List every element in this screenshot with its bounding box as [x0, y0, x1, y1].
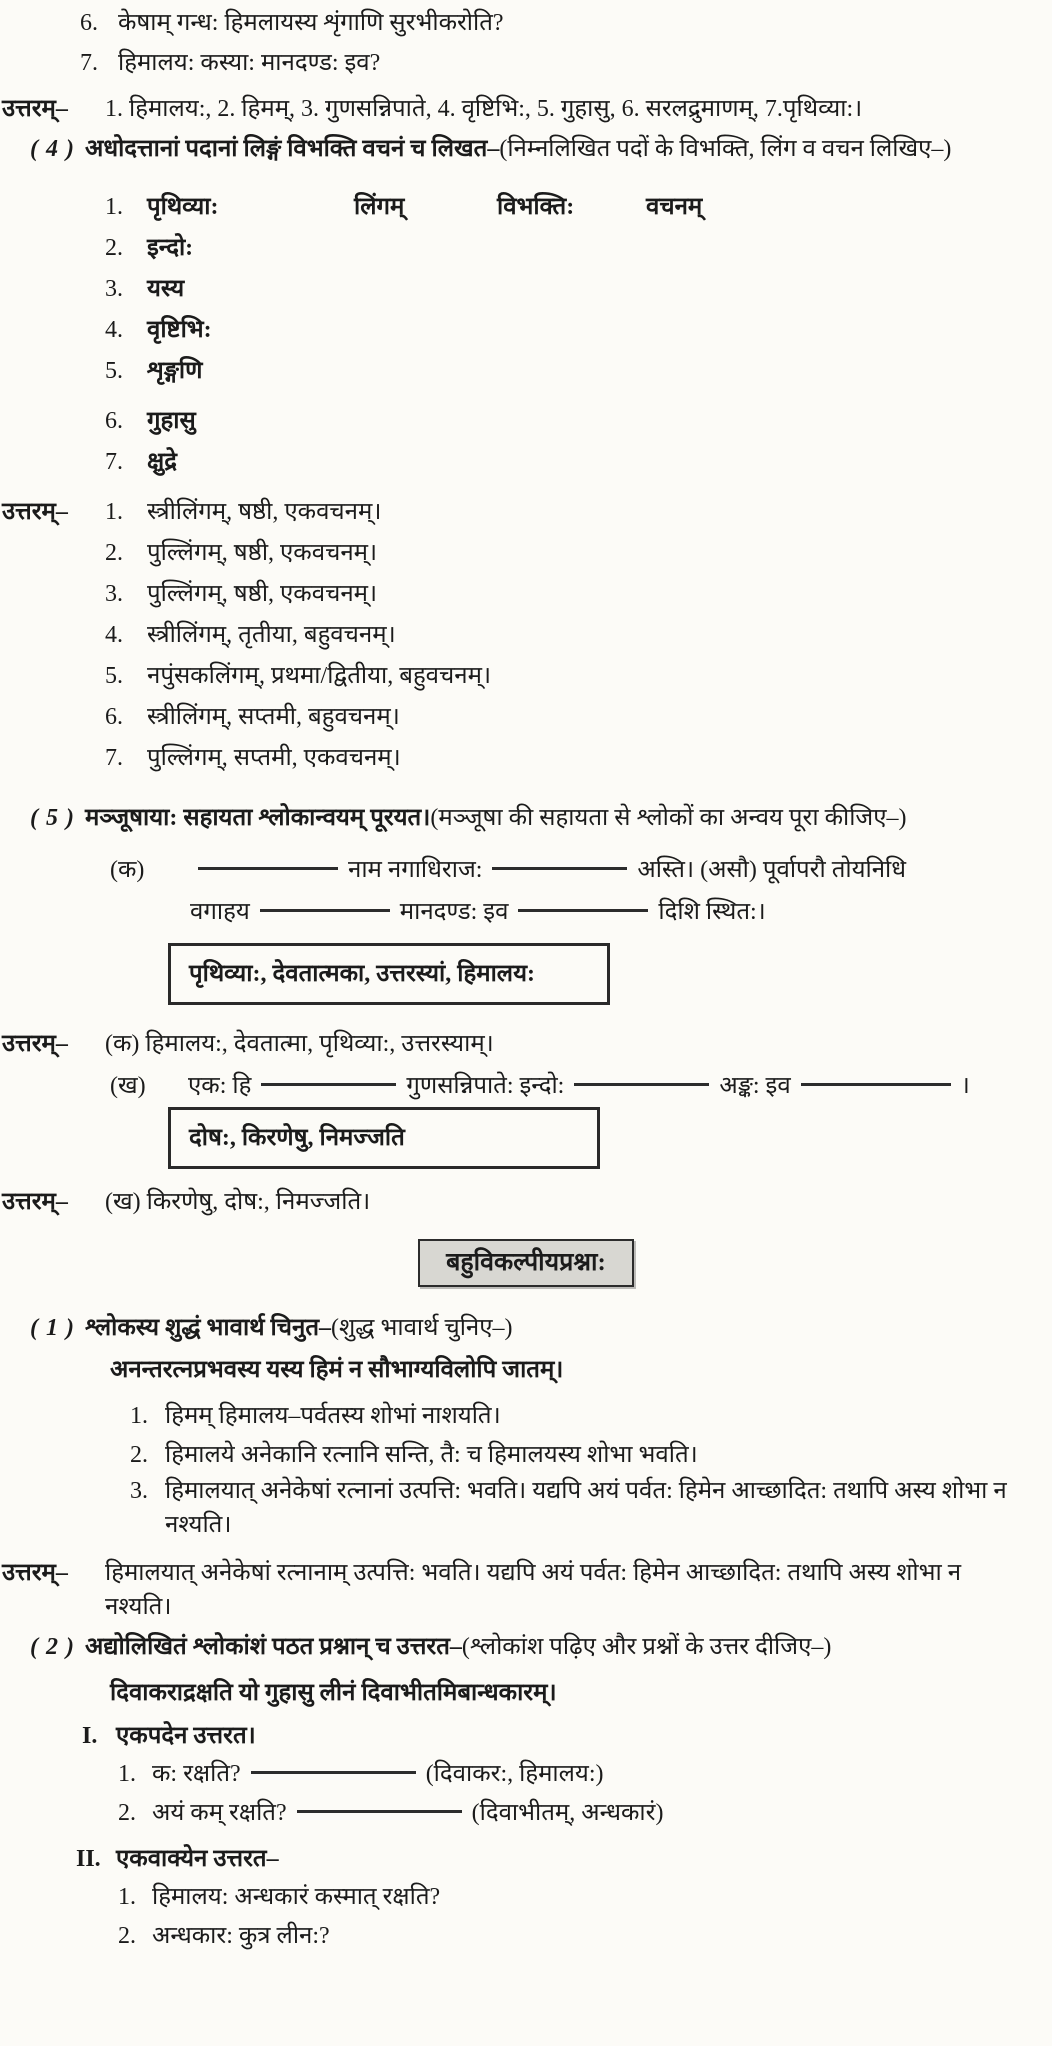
answer-text: (क) हिमालय:, देवतात्मा, पृथिव्या:, उत्तरस्याम्। — [105, 1031, 494, 1057]
question-7 — [0, 46, 1052, 80]
word-row-2 — [0, 231, 1052, 265]
answer-text: पुल्लिंगम्, सप्तमी, एकवचनम्। — [147, 745, 401, 771]
option-text: हिमालयात् अनेकेषां रत्नानां उत्पत्ति: भवति। यद्यपि अयं पर्वत: हिमेन आच्छादित: तथापि अस्य शोभा न नश्यति। — [165, 1478, 1007, 1538]
mcq-q1-heading — [0, 1311, 1052, 1345]
subquestion-text: क: रक्षति? — [152, 1761, 241, 1787]
subquestion-text: हिमालय: अन्धकारं कस्मात् रक्षति? — [152, 1884, 441, 1910]
answer-text: नपुंसकलिंगम्, प्रथमा/द्वितीया, बहुवचनम्। — [147, 663, 492, 689]
item-number: 6. — [105, 408, 123, 434]
item-number: 2. — [105, 235, 123, 261]
item-number: 1. — [105, 194, 123, 220]
fill-text: वगाहय — [190, 899, 250, 925]
q4-answer-row-4 — [0, 618, 1052, 652]
section-1-title: एकपदेन उत्तरत। — [116, 1723, 256, 1749]
option-3 — [0, 1474, 1052, 1542]
blank-line — [261, 1083, 396, 1086]
fill-line-ka-1 — [0, 853, 1052, 887]
hint-words: (दिवाकर:, हिमालय:) — [425, 1761, 604, 1787]
fill-line-ka-2 — [0, 895, 1052, 929]
answer-label: उत्तरम्– — [2, 1189, 68, 1215]
question-number: 6. — [80, 10, 98, 36]
answer-text: पुल्लिंगम्, षष्ठी, एकवचनम्। — [147, 581, 378, 607]
kha-label: (ख) — [110, 1073, 146, 1099]
question-5-sanskrit: मञ्जूषाया: सहायता श्लोकान्वयम् पूरयत। — [85, 805, 431, 831]
manjusha-box-2 — [168, 1107, 600, 1169]
answer-label: उत्तरम्– — [2, 1031, 68, 1057]
option-text: हिमालये अनेकानि रत्नानि सन्ति, तै: च हिमालयस्य शोभा भवति। — [165, 1442, 698, 1468]
answer-text: 1. हिमालय:, 2. हिमम्, 3. गुणसन्निपाते, 4. वृष्टिभि:, 5. गुहासु, 6. सरलद्रुमाणम्, 7.पृथिव्या:। — [105, 96, 863, 122]
mcq-q1-number: ( 1 ) — [30, 1315, 75, 1341]
question-number: 7. — [80, 50, 98, 76]
blank-line — [801, 1083, 951, 1086]
fill-text: अङ्क: इव — [719, 1073, 791, 1099]
item-number: 2. — [118, 1923, 136, 1949]
column-header-lingam: लिंगम् — [354, 194, 405, 220]
blank-line — [260, 909, 390, 912]
word: गुहासु — [147, 408, 196, 434]
answer-row-mcq1 — [0, 1556, 1052, 1624]
item-number: 1. — [118, 1884, 136, 1910]
blank-line — [574, 1083, 709, 1086]
word: वृष्टिभि: — [147, 317, 212, 343]
q4-answer-row-6 — [0, 700, 1052, 734]
item-number: 6. — [105, 704, 123, 730]
shloka-text: अनन्तरत्नप्रभवस्य यस्य हिमं न सौभाग्यविलोपि जातम्। — [110, 1357, 564, 1383]
answer-label: उत्तरम्– — [2, 96, 68, 122]
question-4-heading — [0, 132, 1052, 166]
item-number: 7. — [105, 449, 123, 475]
column-header-vachanam: वचनम् — [646, 194, 703, 220]
item-number: 4. — [105, 317, 123, 343]
answer-label: उत्तरम्– — [2, 499, 68, 525]
question-4-number: ( 4 ) — [30, 136, 75, 162]
word-row-4 — [0, 313, 1052, 347]
subquestion-i-1 — [0, 1757, 1052, 1791]
mcq-q1-hindi: (शुद्ध भावार्थ चुनिए–) — [331, 1315, 513, 1341]
item-number: 7. — [105, 745, 123, 771]
question-5-number: ( 5 ) — [30, 805, 75, 831]
question-6 — [0, 6, 1052, 40]
mcq-heading-text: बहुविकल्पीयप्रश्ना: — [446, 1249, 606, 1276]
mcq-q1-sanskrit: श्लोकस्य शुद्धं भावार्थ चिनुत– — [85, 1315, 331, 1341]
q4-answer-row-3 — [0, 577, 1052, 611]
item-number: 5. — [105, 358, 123, 384]
fill-text: । — [960, 1073, 970, 1099]
subquestion-i-2 — [0, 1796, 1052, 1830]
fill-text: दिशि स्थित:। — [658, 899, 766, 925]
blank-line — [297, 1810, 462, 1813]
subquestion-ii-2 — [0, 1919, 1052, 1953]
q4-answer-row-2 — [0, 536, 1052, 570]
item-number: 3. — [105, 276, 123, 302]
fill-text: एक: हि — [188, 1073, 252, 1099]
word-row-3 — [0, 272, 1052, 306]
item-number: 5. — [105, 663, 123, 689]
hint-words: (दिवाभीतम्, अन्धकारं) — [471, 1800, 664, 1826]
section-2-title: एकवाक्येन उत्तरत– — [116, 1846, 279, 1872]
blank-line — [518, 909, 648, 912]
subquestion-text: अयं कम् रक्षति? — [152, 1800, 287, 1826]
answer-label: उत्तरम्– — [2, 1560, 68, 1586]
shloka-line-1 — [0, 1353, 1052, 1387]
item-number: 1. — [118, 1761, 136, 1787]
q4-answer-row-1 — [0, 495, 1052, 529]
fill-text: गुणसन्निपाते: इन्दो: — [406, 1073, 565, 1099]
answer-text: स्त्रीलिंगम्, तृतीया, बहुवचनम्। — [147, 622, 396, 648]
fill-line-kha — [0, 1069, 1052, 1103]
manjusha-words: दोष:, किरणेषु, निमज्जति — [189, 1125, 405, 1151]
item-number: 3. — [105, 581, 123, 607]
column-header-vibhakti: विभक्ति: — [497, 194, 575, 220]
item-number: 2. — [118, 1800, 136, 1826]
blank-line — [198, 867, 338, 870]
q4-answer-row-5 — [0, 659, 1052, 693]
item-number: 4. — [105, 622, 123, 648]
word-row-1 — [0, 190, 1052, 224]
mcq-q2-heading — [0, 1630, 1052, 1664]
q4-answer-row-7 — [0, 741, 1052, 775]
item-number: 2. — [105, 540, 123, 566]
section-1-numeral: I. — [82, 1723, 98, 1749]
answer-row-kha — [0, 1185, 1052, 1219]
word: पृथिव्या: — [147, 194, 219, 220]
answer-row-top — [0, 92, 1052, 126]
fill-text: मानदण्ड: इव — [399, 899, 509, 925]
mcq-heading-box — [418, 1239, 634, 1287]
question-text: हिमालय: कस्या: मानदण्ड: इव? — [118, 50, 381, 76]
mcq-q2-hindi: (श्लोकांश पढ़िए और प्रश्नों के उत्तर दीजिए–) — [461, 1634, 832, 1660]
word-row-6 — [0, 404, 1052, 438]
scanned-worksheet-page — [0, 6, 1052, 2046]
word-row-5 — [0, 354, 1052, 388]
ka-label: (क) — [110, 857, 145, 883]
mcq-q2-sanskrit: अद्योलिखितं श्लोकांशं पठत प्रश्नान् च उत्तरत– — [85, 1634, 462, 1660]
item-number: 1. — [105, 499, 123, 525]
fill-text: अस्ति। (असौ) पूर्वापरौ तोयनिधि — [637, 857, 907, 883]
word: क्षुद्रे — [147, 449, 177, 475]
answer-text: हिमालयात् अनेकेषां रत्नानाम् उत्पत्ति: भवति। यद्यपि अयं पर्वत: हिमेन आच्छादित: तथापि अस्य शोभा न नश्यति। — [105, 1560, 962, 1620]
answer-text: स्त्रीलिंगम्, षष्ठी, एकवचनम्। — [147, 499, 382, 525]
answer-text: पुल्लिंगम्, षष्ठी, एकवचनम्। — [147, 540, 378, 566]
answer-text: (ख) किरणेषु, दोष:, निमज्जति। — [105, 1189, 371, 1215]
option-text: हिमम् हिमालय–पर्वतस्य शोभां नाशयति। — [165, 1403, 501, 1429]
answer-row-ka — [0, 1027, 1052, 1061]
word: यस्य — [147, 276, 185, 302]
blank-line — [251, 1771, 416, 1774]
word: शृङ्गणि — [147, 358, 203, 384]
question-5-hindi: (मञ्जूषा की सहायता से श्लोकों का अन्वय पूरा कीजिए–) — [430, 805, 907, 831]
section-2-numeral: II. — [76, 1846, 101, 1872]
word-list — [0, 190, 1052, 479]
subquestion-text: अन्धकार: कुत्र लीन:? — [152, 1923, 330, 1949]
question-text: केषाम् गन्ध: हिमलायस्य शृंगाणि सुरभीकरोति? — [118, 10, 504, 36]
manjusha-box-1 — [168, 943, 610, 1005]
shloka-text: दिवाकराद्रक्षति यो गुहासु लीनं दिवाभीतमिबान्धकारम्। — [110, 1680, 557, 1706]
question-4-hindi: (निम्नलिखित पदों के विभक्ति, लिंग व वचन लिखिए–) — [499, 136, 952, 162]
question-4-sanskrit: अधोदत्तानां पदानां लिङ्गं विभक्ति वचनं च लिखत– — [85, 136, 500, 162]
q4-answers-list — [0, 495, 1052, 775]
question-5-heading — [0, 801, 1052, 835]
option-number: 1. — [130, 1403, 148, 1429]
word-row-7 — [0, 445, 1052, 479]
manjusha-words: पृथिव्या:, देवतात्मका, उत्तरस्यां, हिमालय: — [189, 961, 535, 987]
option-number: 2. — [130, 1442, 148, 1468]
fill-text: नाम नगाधिराज: — [348, 857, 483, 883]
shloka-line-2 — [0, 1676, 1052, 1710]
answer-text: स्त्रीलिंगम्, सप्तमी, बहुवचनम्। — [147, 704, 400, 730]
option-number: 3. — [130, 1478, 148, 1504]
blank-line — [492, 867, 627, 870]
option-2 — [0, 1438, 1052, 1472]
section-1-heading — [0, 1719, 1052, 1753]
section-2-heading — [0, 1842, 1052, 1876]
mcq-q2-number: ( 2 ) — [30, 1634, 75, 1660]
word: इन्दो: — [147, 235, 194, 261]
subquestion-ii-1 — [0, 1880, 1052, 1914]
option-1 — [0, 1399, 1052, 1433]
